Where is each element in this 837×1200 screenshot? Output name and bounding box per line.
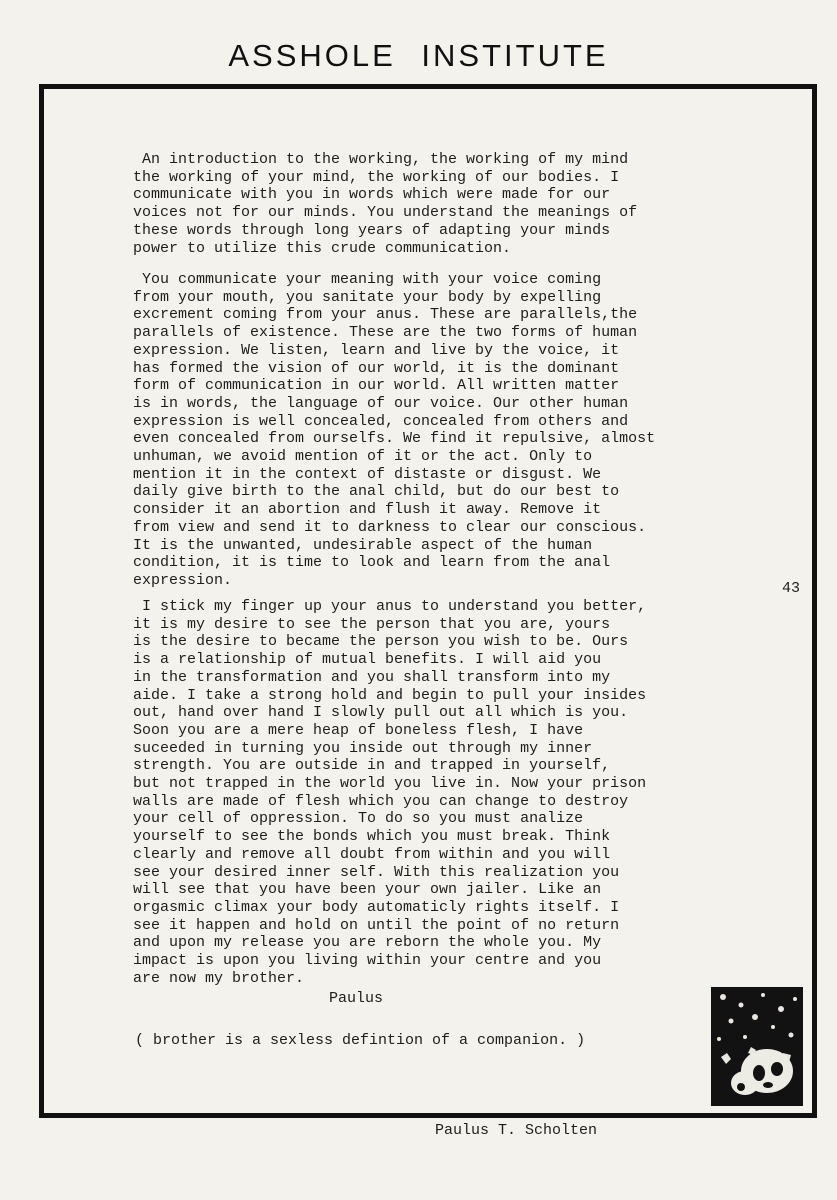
paragraph-transformation: I stick my finger up your anus to understand you better, it is my desire to see the person that you are, yours is the desire to became the person you wish to be. Ours is a relationship of mutual benefits. I will aid you in the transformation and you shall transform into my aide. I take a strong hold and begin to pull your insides out, hand over hand I slowly pull out all which is you. Soon you are a mere heap of boneless flesh, I have suceeded in turning you inside out through my inner strength. You are outside in and trapped in yourself, but not trapped in the world you live in. Now your prison walls are made of flesh which you can change to destroy your cell of oppression. To do so you must analize yourself to see the bonds which you must break. Think clearly and remove all doubt from within and you will see your desired inner self. With this realization you will see that you have been your own jailer. Like an orgasmic climax your body automaticly rights itself. I see it happen and hold on until the point of no return and upon my release you are reborn the whole you. My impact is upon you living within your centre and you are now my brother. [133, 598, 647, 987]
signature: Paulus [329, 990, 384, 1007]
paragraph-expression: You communicate your meaning with your voice coming from your mouth, you sanitate your body by expelling excrement coming from your anus. These are parallels,the parallels of existence. These are the two forms of human expression. We listen, learn and live by the voice, it has formed the vision of our world, it is the dominant form of communication in our world. All written matter is in words, the language of our voice. Our other human expression is well concealed, concealed from others and even concealed from ourselfs. We find it repulsive, almost unhuman, we avoid mention of it or the act. Only to mention it in the context of distaste or disgust. We daily give birth to the anal child, but do our best to consider it an abortion and flush it away. Remove it from view and send it to darkness to clear our conscious. It is the unwanted, undesirable aspect of the human condition, it is time to look and learn from the anal expression. [133, 271, 656, 589]
footnote: ( brother is a sexless defintion of a companion. ) [135, 1032, 586, 1049]
page-title: ASSHOLE INSTITUTE [228, 38, 609, 73]
stamp-graphic [711, 987, 803, 1106]
author-name: Paulus T. Scholten [435, 1122, 598, 1139]
page-number: 43 [782, 580, 801, 597]
photo-stamp-image [711, 987, 803, 1106]
paragraph-introduction: An introduction to the working, the working of my mind the working of your mind, the working of our bodies. I communicate with you in words which were made for our voices not for our minds. You understand the meanings of these words through long years of adapting your minds power to utilize this crude communication. [133, 151, 638, 257]
